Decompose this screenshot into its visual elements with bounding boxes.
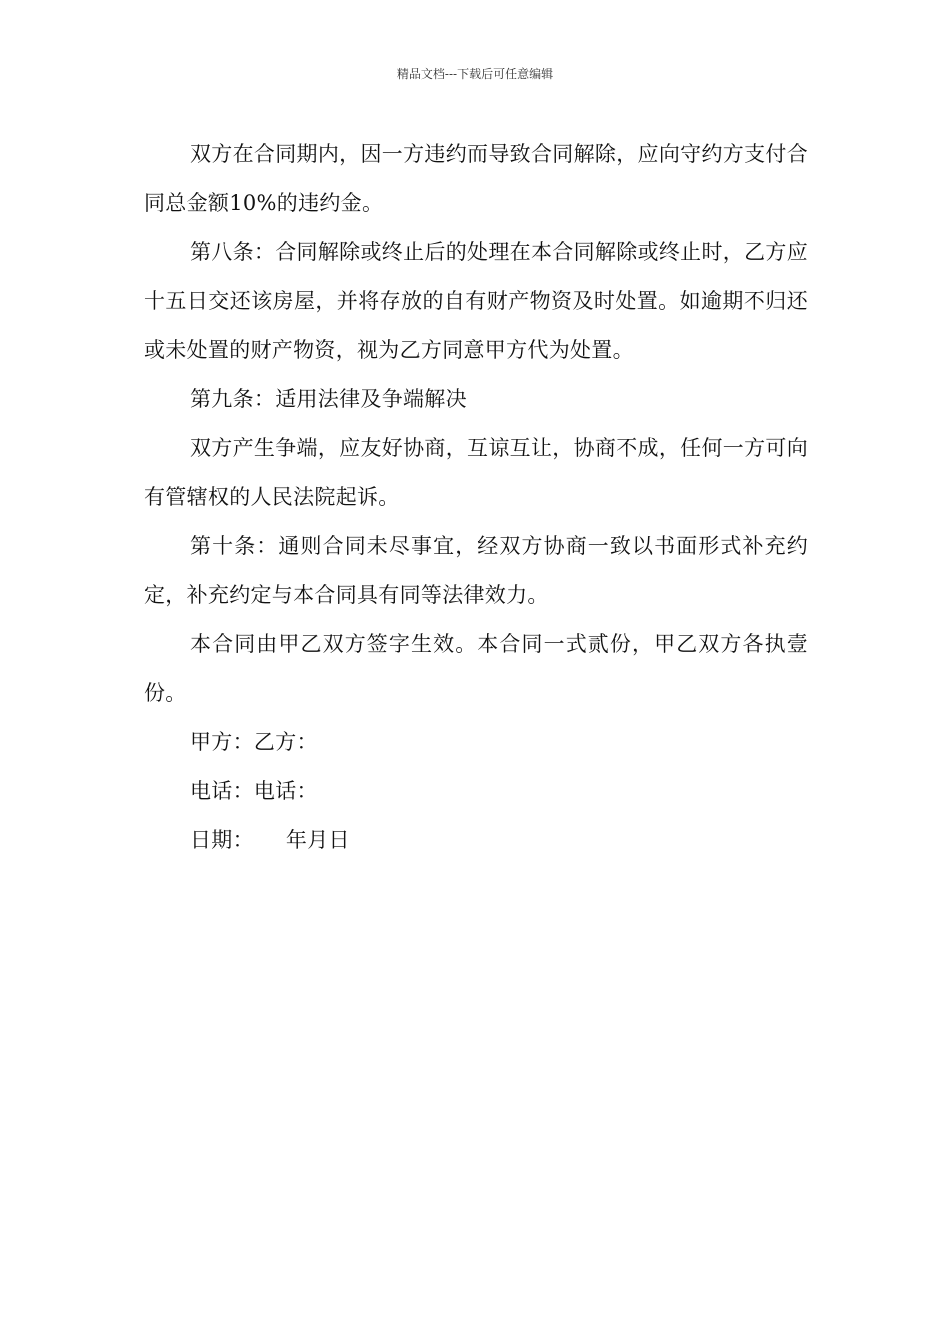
paragraph-article-8: 第八条：合同解除或终止后的处理在本合同解除或终止时，乙方应十五日交还该房屋，并将存放的自有财产物资及时处置。如逾期不归还或未处置的财产物资，视为乙方同意甲方代为处置。 [144,240,808,362]
paragraph-effectiveness: 本合同由甲乙双方签字生效。本合同一式贰份，甲乙双方各执壹份。 [144,632,808,705]
signature-parties: 甲方：乙方： [190,730,318,754]
paragraph-article-10: 第十条：通则合同未尽事宜，经双方协商一致以书面形式补充约定，补充约定与本合同具有同等法律效力。 [144,534,808,607]
paragraph-dispute-resolution: 双方产生争端，应友好协商，互谅互让，协商不成，任何一方可向有管辖权的人民法院起诉。 [144,436,808,509]
paragraph-breach-penalty: 双方在合同期内，因一方违约而导致合同解除，应向守约方支付合同总金额10%的违约金。 [144,142,808,215]
date-value: 年月日 [285,828,350,852]
paragraph-article-9-title: 第九条：适用法律及争端解决 [190,387,467,411]
signature-date [144,816,808,865]
signature-phones: 电话：电话： [190,779,318,803]
document-body [144,130,808,865]
date-label: 日期： [190,828,254,852]
page-header: 精品文档---下载后可任意编辑 [396,67,554,81]
